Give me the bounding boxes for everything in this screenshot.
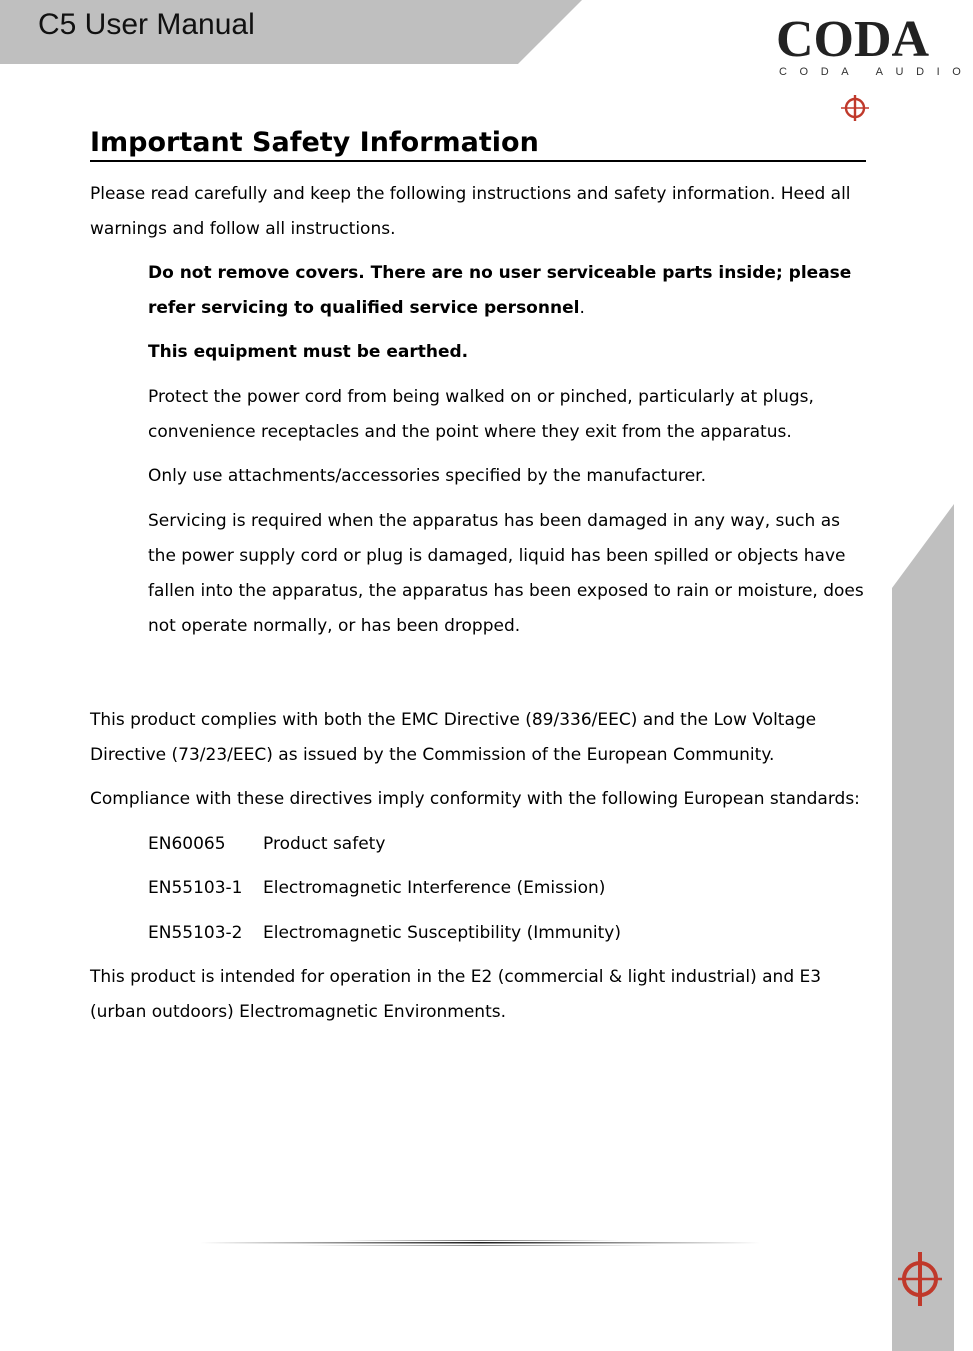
- phi-footer-icon: [896, 1250, 944, 1308]
- covers-warning-tail: .: [579, 298, 585, 318]
- standard-code: EN55103-2: [148, 923, 243, 943]
- standard-description: Product safety: [263, 834, 386, 854]
- standard-code: EN55103-1: [148, 878, 243, 898]
- earthed-warning: This equipment must be earthed.: [148, 342, 469, 362]
- environment-statement: This product is intended for operation in the E2 (commercial & light industrial) and E3 (urban outdoors) Electromagnetic Environments.: [90, 967, 822, 1022]
- manual-title: C5 User Manual: [38, 8, 255, 41]
- standard-description: Electromagnetic Susceptibility (Immunity): [263, 923, 621, 943]
- instruction-item: Protect the power cord from being walked on or pinched, particularly at plugs, convenience receptacles and the point where they exit from the apparatus.: [148, 387, 814, 442]
- standard-code: EN60065: [148, 834, 226, 854]
- phi-logo-icon: [841, 94, 869, 122]
- page-title: Important Safety Information: [90, 126, 866, 162]
- side-band: [892, 504, 954, 1351]
- standards-intro: Compliance with these directives imply conformity with the following European standards:: [90, 789, 860, 809]
- footer-divider: [200, 1236, 760, 1250]
- instruction-item: Only use attachments/accessories specified by the manufacturer.: [148, 466, 707, 486]
- instruction-item: Servicing is required when the apparatus has been damaged in any way, such as the power supply cord or plug is damaged, liquid has been spilled or objects have fallen into the apparatus, the apparatus has been exposed to rain or moisture, does not operate normally, or has been dropped.: [148, 511, 864, 636]
- covers-warning: [148, 256, 870, 326]
- compliance-statement: This product complies with both the EMC Directive (89/336/EEC) and the Low Voltage Directive (73/23/EEC) as issued by the Commission of the European Community.: [90, 710, 817, 765]
- standard-description: Electromagnetic Interference (Emission): [263, 878, 606, 898]
- coda-logo-subtitle: CODA AUDIO: [779, 66, 973, 78]
- covers-warning-text: Do not remove covers. There are no user serviceable parts inside; please refer servicing to qualified service personnel: [148, 263, 852, 318]
- intro-paragraph: Please read carefully and keep the following instructions and safety information. Heed all warnings and follow all instructions.: [90, 184, 851, 239]
- coda-logo-wordmark: CODA: [776, 11, 930, 68]
